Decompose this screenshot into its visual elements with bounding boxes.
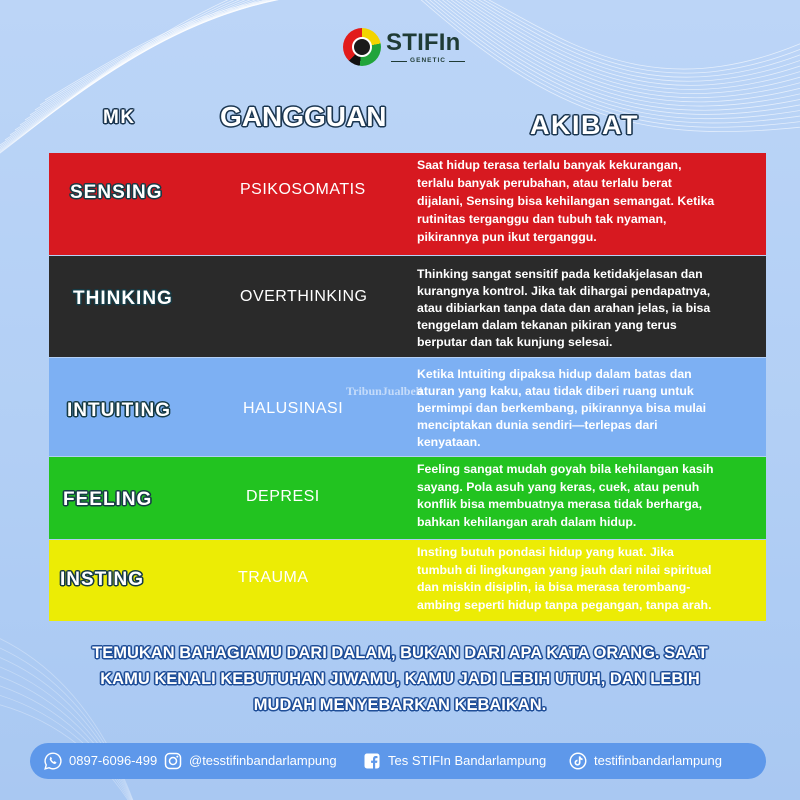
contact-text: testifinbandarlampung: [594, 753, 722, 768]
mk-label: FEELING: [63, 489, 153, 510]
gangguan-label: PSIKOSOMATIS: [240, 181, 366, 198]
slogan-line: MUDAH MENYEBARKAN KEBAIKAN.: [253, 696, 547, 714]
mk-label: INSTING: [60, 569, 145, 590]
gangguan-label: OVERTHINKING: [240, 288, 368, 305]
decor-line: [422, 0, 800, 119]
decor-line: [434, 0, 800, 106]
decor-line: [35, 0, 341, 110]
akibat-line: sayang. Pola asuh yang keras, cuek, atau penuh: [417, 479, 700, 494]
akibat-line: Insting butuh pondasi hidup yang kuat. Jika: [417, 545, 674, 559]
stifin-logo-center: [352, 37, 372, 57]
stifin-logo-icon: [343, 28, 381, 66]
logo-name: STIFIn: [386, 29, 461, 56]
akibat-line: tenggelam dalam tekanan pikiran yang terus: [417, 318, 677, 332]
akibat-line: Feeling sangat mudah goyah bila kehilangan kasih: [417, 462, 714, 476]
table-row: [49, 540, 766, 621]
akibat-line: bermimpi dan berkembang, pikirannya bisa mulai: [417, 401, 707, 415]
gangguan-label: HALUSINASI: [243, 400, 344, 417]
decor-line: [426, 0, 800, 114]
contact-text: 0897-6096-499: [69, 753, 158, 768]
akibat-text: [417, 544, 711, 615]
logo-subtitle-line-left: [391, 61, 407, 62]
akibat-line: kenyataan.: [417, 435, 481, 449]
akibat-line: kurangnya kontrol. Jika tak dihargai pendapatnya,: [417, 284, 711, 298]
header-mk: MK: [103, 107, 136, 128]
decor-line: [466, 0, 800, 73]
akibat-line: dan miskin disiplin, ia bisa merasa terombang-: [417, 580, 691, 595]
akibat-text: [417, 156, 714, 246]
slogan-line: KAMU KENALI KEBUTUHAN JIWAMU, KAMU JADI LEBIH UTUH, DAN LEBIH: [100, 670, 700, 688]
decor-line: [430, 0, 800, 110]
decor-line: [442, 0, 800, 98]
decor-line: [418, 0, 800, 123]
header-akibat: AKIBAT: [530, 110, 639, 140]
contact-text: Tes STIFIn Bandarlampung: [388, 753, 547, 768]
facebook-icon: [362, 751, 382, 771]
table-row: [49, 457, 766, 539]
akibat-line: Saat hidup terasa terlalu banyak kekurangan,: [417, 158, 682, 172]
akibat-line: atau dibiarkan tanpa data dan arahan jelas, ia bisa: [417, 301, 711, 315]
akibat-line: berputar dan tak kunjung selesai.: [417, 335, 613, 349]
slogan-line: TEMUKAN BAHAGIAMU DARI DALAM, BUKAN DARI APA KATA ORANG. SAAT: [92, 644, 708, 662]
decor-line: [40, 0, 348, 105]
mk-label: SENSING: [70, 182, 163, 203]
mk-label: THINKING: [73, 288, 173, 309]
gangguan-label: DEPRESI: [246, 488, 320, 505]
akibat-text: [417, 266, 710, 351]
akibat-line: dijalani, Sensing bisa kehilangan semangat. Ketika: [417, 194, 715, 208]
decor-line: [0, 0, 250, 175]
gangguan-label: TRAUMA: [238, 569, 309, 586]
akibat-line: pikirannya pun ikut terganggu.: [417, 230, 597, 244]
header-gangguan: GANGGUAN: [220, 101, 387, 132]
whatsapp-icon: [43, 751, 63, 771]
akibat-line: tumbuh di lingkungan yang jauh dari nilai spiritual: [417, 562, 712, 577]
table-row: [49, 256, 766, 357]
akibat-text: [417, 366, 706, 451]
decor-line: [462, 0, 800, 77]
akibat-line: rutinitas terganggu dan tubuh tak nyaman,: [417, 212, 667, 226]
akibat-line: Ketika Intuiting dipaksa hidup dalam batas dan: [417, 367, 692, 381]
watermark: TribunJualbeli: [346, 384, 423, 398]
contact-item: [362, 751, 546, 771]
contact-item: [43, 751, 157, 771]
akibat-line: ambing seperti hidup tanpa pegangan, tanpa arah.: [417, 598, 712, 613]
table-row: [49, 153, 766, 255]
decor-line: [438, 0, 800, 102]
akibat-line: terlalu banyak perubahan, atau terlalu berat: [417, 176, 672, 190]
tiktok-icon: [568, 751, 588, 771]
contact-item: [163, 751, 337, 771]
decor-line: [450, 0, 800, 89]
contact-bar: [30, 743, 766, 779]
akibat-line: menciptakan dunia sendiri—terlepas dari: [417, 418, 658, 432]
akibat-line: bahkan kehilangan arah dalam hidup.: [417, 515, 637, 530]
akibat-text: [417, 461, 714, 532]
contact-text: @tesstifinbandarlampung: [189, 753, 337, 768]
decor-line: [458, 0, 800, 81]
akibat-line: Thinking sangat sensitif pada ketidakjelasan dan: [417, 267, 703, 281]
decor-line: [454, 0, 800, 85]
akibat-line: aturan yang kaku, atau tidak diberi ruang untuk: [417, 384, 694, 398]
akibat-line: konflik bisa membuatnya merasa tidak berharga,: [417, 497, 702, 512]
mk-label: INTUITING: [67, 400, 171, 421]
decor-line: [45, 0, 355, 100]
table-row: [49, 358, 766, 456]
logo-subtitle-line-right: [449, 61, 465, 62]
decor-line: [0, 0, 271, 160]
decor-line: [0, 0, 264, 165]
decor-line: [0, 0, 257, 170]
decor-line: [30, 0, 334, 115]
logo-subtitle: [391, 56, 465, 66]
logo-subtitle-text: GENETIC: [410, 57, 446, 64]
contact-item: [568, 751, 722, 771]
instagram-icon: [163, 751, 183, 771]
decor-line: [446, 0, 800, 94]
decor-line: [470, 0, 800, 69]
slogan: [0, 640, 800, 718]
